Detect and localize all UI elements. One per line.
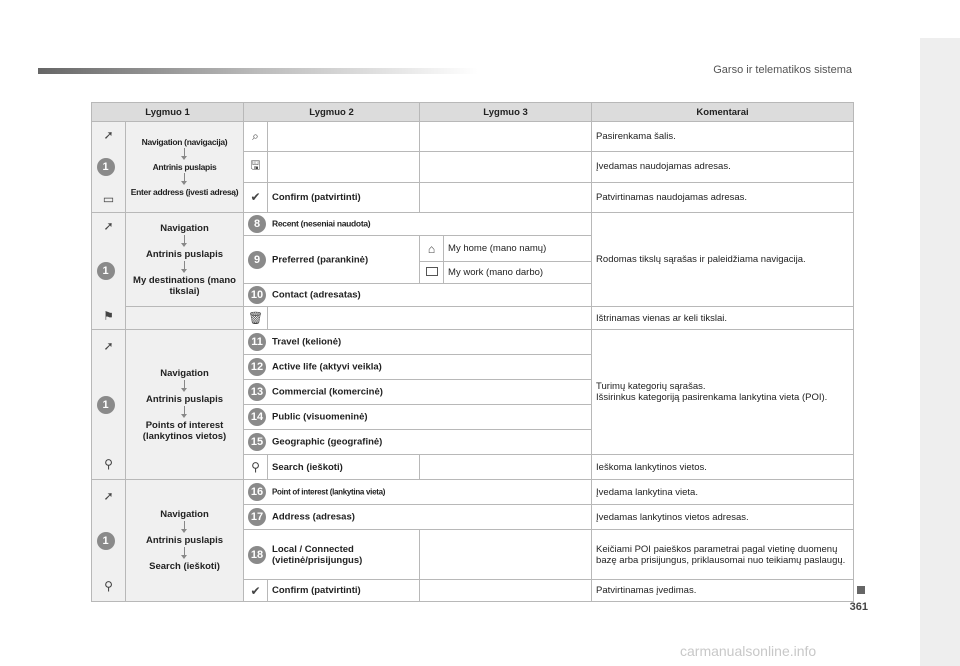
down-arrow-icon bbox=[184, 148, 185, 157]
level2-cell bbox=[268, 307, 592, 330]
comment-cell bbox=[592, 330, 854, 455]
level1-icons bbox=[92, 480, 126, 602]
check-icon: ✔ bbox=[244, 182, 268, 212]
level2-label: Local / Connected (vietinė/prisijungus) bbox=[272, 543, 363, 566]
step-badge: 13 bbox=[248, 383, 266, 401]
level1-path-empty bbox=[126, 307, 244, 330]
path-step: Antrinis puslapis bbox=[145, 248, 224, 260]
down-arrow-icon bbox=[184, 173, 185, 182]
path-step: Navigation bbox=[160, 222, 209, 234]
step-badge: 12 bbox=[248, 358, 266, 376]
side-strip bbox=[920, 38, 960, 666]
table-row bbox=[92, 480, 854, 505]
path-step: Enter address (įvesti adresą) bbox=[130, 187, 239, 197]
col-header-level1: Lygmuo 1 bbox=[92, 103, 244, 122]
level3-cell bbox=[420, 455, 592, 480]
level3-cell: My work (mano darbo) bbox=[444, 262, 592, 284]
level2-label: Geographic (geografinė) bbox=[272, 436, 383, 448]
navigation-arrow-icon: ➚ bbox=[103, 488, 114, 503]
level3-cell bbox=[420, 122, 592, 152]
level2-cell: Confirm (patvirtinti) bbox=[268, 182, 420, 212]
level2-label: Travel (kelionė) bbox=[272, 336, 342, 348]
level2-label: Public (visuomeninė) bbox=[272, 411, 368, 423]
badge-wrap bbox=[248, 544, 272, 566]
level1-path bbox=[126, 213, 244, 307]
level3-cell bbox=[420, 152, 592, 182]
check-icon: ✔ bbox=[244, 580, 268, 602]
path-step: Navigation (navigacija) bbox=[141, 137, 228, 147]
step-badge: 16 bbox=[248, 483, 266, 501]
path-step: Navigation bbox=[160, 509, 209, 520]
poi-pin-icon: ⚲ bbox=[104, 456, 113, 471]
level2-cell bbox=[244, 380, 592, 405]
col-header-level3: Lygmuo 3 bbox=[420, 103, 592, 122]
menu-table bbox=[91, 102, 854, 602]
comment-cell: Keičiami POI paieškos parametrai pagal vietinę duomenų bazę arba prisijungus, priklausomai nuo teikiamų paslaugų. bbox=[592, 530, 854, 580]
page-number: 361 bbox=[849, 601, 868, 613]
col-header-level2: Lygmuo 2 bbox=[244, 103, 420, 122]
level2-cell bbox=[244, 330, 592, 355]
level2-cell bbox=[268, 122, 420, 152]
down-arrow-icon bbox=[184, 521, 185, 530]
comment-cell: Įvedamas lankytinos vietos adresas. bbox=[592, 505, 854, 530]
comment-cell: Pasirenkama šalis. bbox=[592, 122, 854, 152]
step-badge: 10 bbox=[248, 286, 266, 304]
level2-cell bbox=[244, 355, 592, 380]
level2-cell bbox=[244, 213, 592, 236]
level1-path bbox=[126, 330, 244, 480]
navigation-arrow-icon: ➚ bbox=[103, 219, 114, 233]
step-badge: 1 bbox=[97, 158, 115, 176]
down-arrow-icon bbox=[184, 261, 185, 270]
comment-line: Išsirinkus kategoriją pasirenkama lankytina vieta (POI). bbox=[596, 392, 828, 403]
comment-cell: Patvirtinamas naudojamas adresas. bbox=[592, 182, 854, 212]
level2-label: Address (adresas) bbox=[272, 511, 355, 523]
header-gradient-bar bbox=[38, 68, 478, 74]
table-row bbox=[92, 330, 854, 355]
down-arrow-icon bbox=[184, 235, 185, 244]
level1-icons bbox=[92, 122, 126, 213]
level2-inner bbox=[248, 544, 415, 566]
down-arrow-icon bbox=[184, 380, 185, 389]
level2-cell: Search (ieškoti) bbox=[268, 455, 420, 480]
path-step: Antrinis puslapis bbox=[145, 535, 224, 546]
comment-cell: Ieškoma lankytinos vietos. bbox=[592, 455, 854, 480]
level3-cell bbox=[420, 530, 592, 580]
table-row bbox=[92, 307, 854, 330]
level1-path bbox=[126, 122, 244, 213]
destination-flag-icon: ⚑ bbox=[103, 309, 114, 323]
navigation-arrow-icon: ➚ bbox=[103, 338, 114, 353]
section-title: Garso ir telematikos sistema bbox=[713, 64, 852, 76]
level2-label: Contact (adresatas) bbox=[272, 289, 361, 301]
path-step: Points of interest (lankytinos vietos) bbox=[142, 419, 227, 442]
level2-cell bbox=[244, 505, 592, 530]
down-arrow-icon bbox=[184, 547, 185, 556]
step-badge: 15 bbox=[248, 433, 266, 451]
level2-label: Commercial (komercinė) bbox=[272, 386, 383, 398]
table-row bbox=[92, 213, 854, 236]
level1-icons bbox=[92, 330, 126, 480]
path-step: Antrinis puslapis bbox=[145, 393, 224, 405]
level2-label: Recent (neseniai naudota) bbox=[272, 218, 371, 229]
level2-cell bbox=[244, 430, 592, 455]
step-badge: 9 bbox=[248, 251, 266, 269]
level2-label: Active life (aktyvi veikla) bbox=[272, 361, 382, 373]
level3-cell bbox=[420, 580, 592, 602]
level2-cell: Confirm (patvirtinti) bbox=[268, 580, 420, 602]
search-icon: ⚲ bbox=[244, 455, 268, 480]
trash-icon: 🗑 bbox=[244, 307, 268, 330]
level1-icons bbox=[92, 213, 126, 330]
address-card-icon: ▭ bbox=[102, 192, 115, 206]
step-badge: 11 bbox=[248, 333, 266, 351]
comment-line: Turimų kategorių sąrašas. bbox=[596, 381, 706, 392]
step-badge: 1 bbox=[97, 262, 115, 280]
level2-cell bbox=[244, 530, 420, 580]
navigation-arrow-icon: ➚ bbox=[103, 128, 114, 142]
down-arrow-icon bbox=[184, 406, 185, 415]
step-badge: 8 bbox=[248, 215, 266, 233]
step-badge: 1 bbox=[97, 396, 115, 414]
table-header bbox=[92, 103, 854, 122]
step-badge: 1 bbox=[97, 532, 115, 550]
path-step: Navigation bbox=[160, 367, 209, 379]
level2-cell bbox=[244, 480, 592, 505]
country-search-icon: ⌕ bbox=[244, 122, 268, 152]
table-row bbox=[92, 122, 854, 152]
path-step: My destinations (mano tikslai) bbox=[133, 274, 236, 297]
level2-cell bbox=[244, 405, 592, 430]
search-abc-icon: ⚲ bbox=[104, 578, 113, 593]
level3-cell bbox=[420, 182, 592, 212]
step-badge: 18 bbox=[248, 546, 266, 564]
save-icon: 🖫 bbox=[244, 152, 268, 182]
level2-label: Preferred (parankinė) bbox=[272, 254, 369, 266]
watermark: carmanualsonline.info bbox=[680, 643, 817, 659]
step-badge: 14 bbox=[248, 408, 266, 426]
comment-cell: Patvirtinamas įvedimas. bbox=[592, 580, 854, 602]
comment-cell: Rodomas tikslų sąrašas ir paleidžiama navigacija. bbox=[592, 213, 854, 307]
level2-cell bbox=[268, 152, 420, 182]
work-icon bbox=[420, 262, 444, 284]
level3-cell: My home (mano namų) bbox=[444, 236, 592, 262]
page-marker bbox=[857, 586, 865, 594]
level2-label: Point of interest (lankytina vieta) bbox=[272, 487, 386, 497]
level2-cell bbox=[244, 236, 420, 284]
home-icon: ⌂ bbox=[420, 236, 444, 262]
step-badge: 17 bbox=[248, 508, 266, 526]
level2-cell bbox=[244, 284, 592, 307]
path-step: Search (ieškoti) bbox=[149, 561, 220, 572]
comment-cell: Ištrinamas vienas ar keli tikslai. bbox=[592, 307, 854, 330]
comment-cell: Įvedama lankytina vieta. bbox=[592, 480, 854, 505]
col-header-comments: Komentarai bbox=[592, 103, 854, 122]
level1-path bbox=[126, 480, 244, 602]
path-step: Antrinis puslapis bbox=[152, 162, 217, 172]
comment-cell: Įvedamas naudojamas adresas. bbox=[592, 152, 854, 182]
